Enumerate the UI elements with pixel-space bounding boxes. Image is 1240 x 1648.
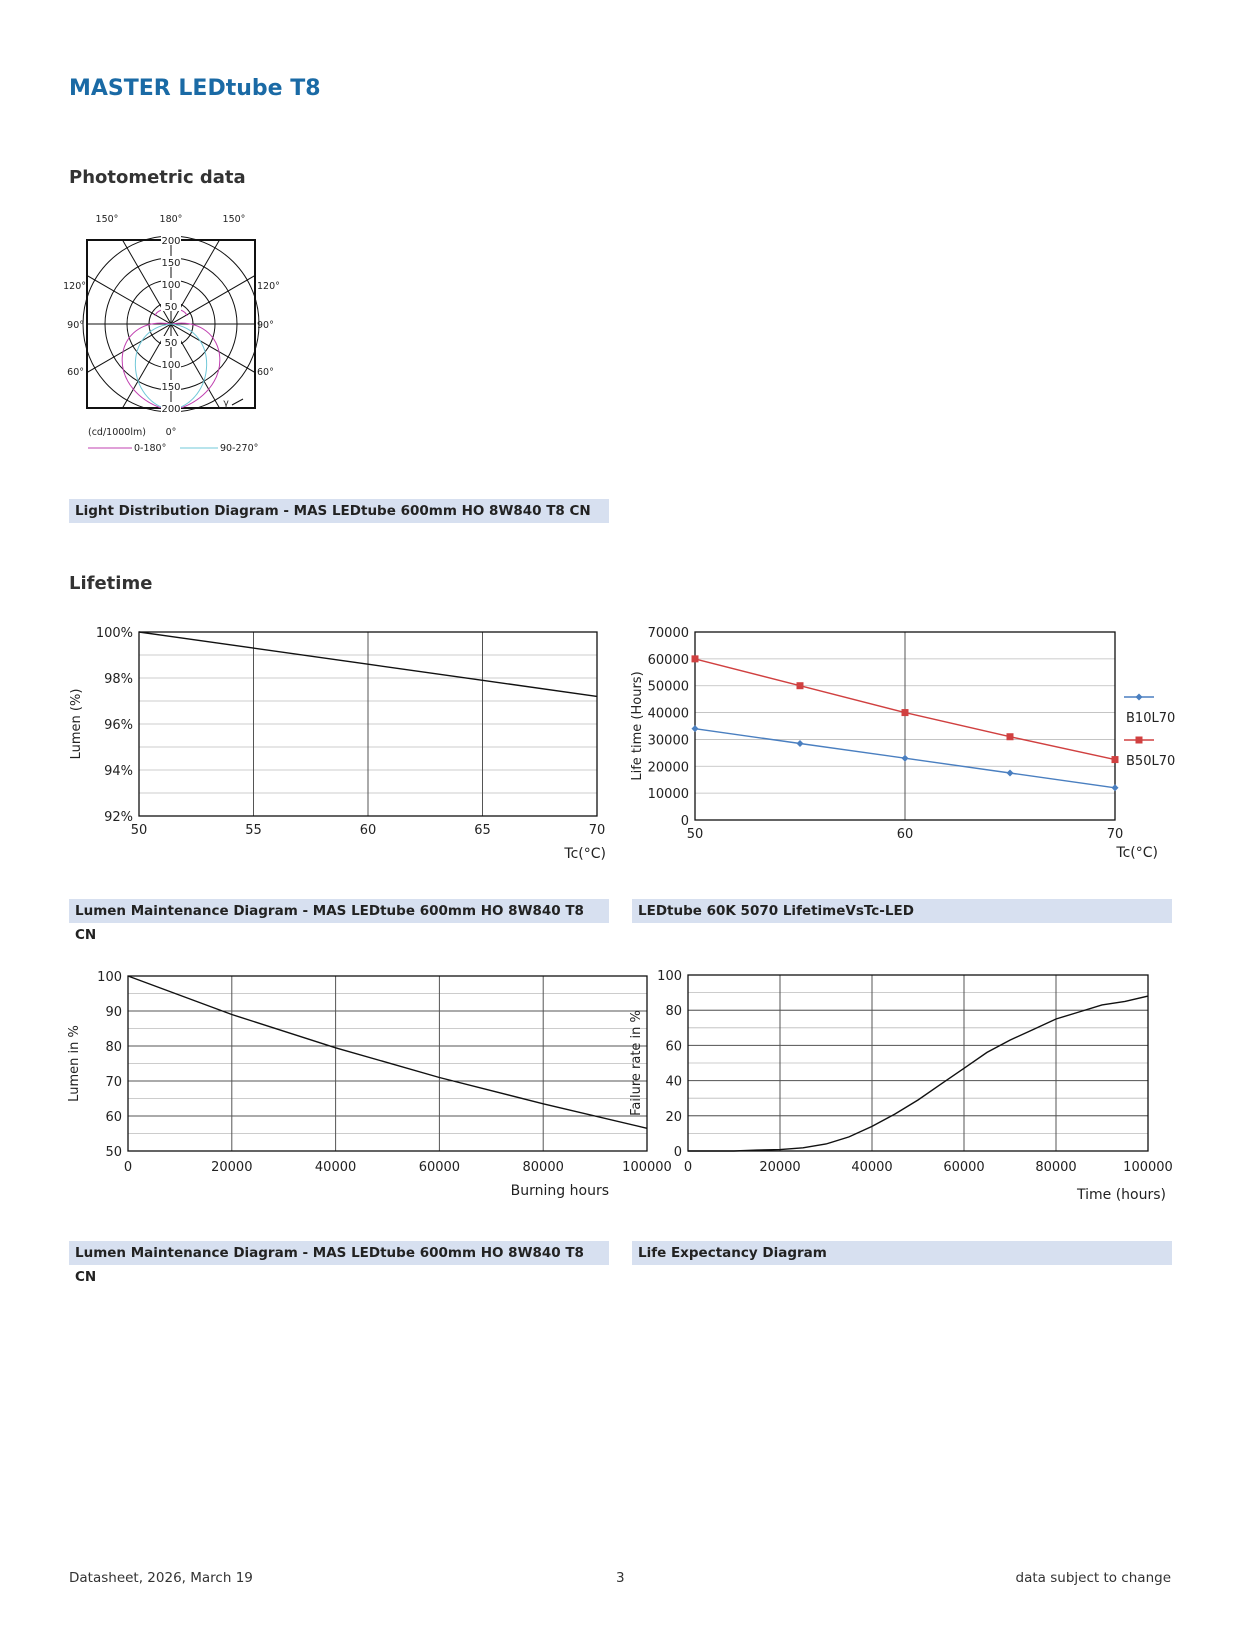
y-tick-label: 40 — [665, 1074, 682, 1090]
x-tick-label: 80000 — [1035, 1160, 1077, 1175]
light-distribution-diagram — [60, 212, 300, 477]
y-tick-label: 20 — [665, 1109, 682, 1125]
y-tick-label: 40000 — [647, 706, 689, 722]
lumen-vs-tc-chart — [60, 618, 620, 868]
x-axis-label: Tc(°C) — [564, 846, 606, 862]
x-tick-label: 20000 — [211, 1160, 253, 1175]
series-line-0 — [688, 996, 1148, 1151]
y-tick-label: 98% — [104, 672, 133, 687]
y-tick-label: 0 — [680, 814, 689, 829]
y-tick-label: 20000 — [647, 760, 689, 776]
polar-radial-label: 50 — [164, 302, 178, 313]
legend-label-90-270: 90-270° — [220, 443, 259, 454]
x-tick-label: 100000 — [622, 1160, 672, 1175]
y-axis-label: Lumen in % — [67, 1025, 82, 1102]
series-line-0 — [128, 976, 647, 1128]
legend-marker-b50l70 — [1136, 737, 1143, 744]
gamma-label: γ — [223, 398, 229, 409]
x-tick-label: 50 — [130, 823, 148, 838]
x-tick-label: 60000 — [943, 1160, 985, 1175]
data-point-b10l70 — [1112, 784, 1119, 791]
lumen-vs-hours-caption: Lumen Maintenance Diagram - MAS LEDtube 600mm HO 8W840 T8 CN — [69, 1241, 609, 1265]
y-tick-label: 80 — [665, 1004, 682, 1020]
section-title-photometric: Photometric data — [69, 167, 246, 188]
polar-radial-label: 200 — [161, 404, 181, 415]
data-point-b10l70 — [692, 725, 699, 732]
x-tick-label: 55 — [245, 823, 262, 838]
legend-marker-b10l70 — [1136, 694, 1143, 701]
x-tick-label: 70 — [1106, 827, 1124, 842]
polar-radial-label: 150 — [161, 382, 181, 393]
legend-label-b10l70: B10L70 — [1126, 711, 1176, 726]
angle-label-60-right: 60° — [257, 367, 274, 378]
x-tick-label: 60000 — [418, 1160, 461, 1175]
polar-unit-label: (cd/1000lm) — [88, 427, 146, 438]
polar-radial-label: 200 — [161, 236, 181, 247]
y-tick-label: 50000 — [647, 679, 689, 695]
footer-notice: data subject to change — [1015, 1570, 1171, 1586]
x-tick-label: 40000 — [851, 1160, 893, 1175]
angle-label-0: 0° — [165, 427, 177, 438]
y-tick-label: 100 — [97, 970, 122, 985]
y-tick-label: 100 — [657, 969, 682, 984]
polar-radial-label: 100 — [161, 280, 181, 291]
lifetime-vs-tc-caption: LEDtube 60K 5070 LifetimeVsTc-LED — [632, 899, 1172, 923]
x-axis-label: Time (hours) — [1077, 1187, 1166, 1203]
lifetime-vs-tc-chart — [625, 618, 1180, 868]
x-axis-label: Tc(°C) — [1116, 845, 1158, 861]
x-tick-label: 60 — [896, 827, 914, 842]
y-tick-label: 70 — [105, 1075, 122, 1090]
x-tick-label: 65 — [474, 823, 491, 838]
legend-label-b50l70: B50L70 — [1126, 754, 1176, 769]
x-tick-label: 40000 — [314, 1160, 357, 1175]
y-tick-label: 70000 — [647, 626, 689, 641]
y-tick-label: 92% — [104, 810, 133, 825]
x-tick-label: 80000 — [522, 1160, 564, 1175]
data-point-b50l70 — [902, 709, 909, 716]
data-point-b50l70 — [692, 655, 699, 662]
y-tick-label: 80 — [105, 1040, 122, 1055]
data-point-b50l70 — [1007, 733, 1014, 740]
y-tick-label: 60 — [105, 1110, 122, 1125]
polar-radial-label: 150 — [161, 258, 181, 269]
page-title: MASTER LEDtube T8 — [69, 76, 321, 101]
data-point-b50l70 — [1112, 756, 1119, 763]
data-point-b10l70 — [797, 740, 804, 747]
section-title-lifetime: Lifetime — [69, 573, 153, 594]
y-tick-label: 96% — [104, 718, 133, 733]
x-tick-label: 50 — [686, 827, 704, 842]
angle-label-120-left: 120° — [63, 281, 86, 292]
x-tick-label: 100000 — [1123, 1160, 1173, 1175]
x-tick-label: 0 — [683, 1160, 693, 1175]
polar-radial-label: 100 — [161, 360, 181, 371]
y-tick-label: 10000 — [647, 787, 689, 803]
footer-date: Datasheet, 2026, March 19 — [69, 1570, 253, 1586]
lumen-vs-tc-caption: Lumen Maintenance Diagram - MAS LEDtube 600mm HO 8W840 T8 CN — [69, 899, 609, 923]
y-tick-label: 30000 — [647, 733, 689, 749]
footer-page-number: 3 — [616, 1570, 625, 1586]
angle-label-120-right: 120° — [257, 281, 280, 292]
y-tick-label: 94% — [104, 764, 133, 779]
y-axis-label: Life time (Hours) — [630, 671, 645, 781]
legend-label-0-180: 0-180° — [134, 443, 167, 454]
angle-label-90-left: 90° — [67, 320, 84, 331]
x-tick-label: 70 — [588, 823, 606, 838]
angle-label-150-left: 150° — [95, 214, 119, 225]
y-axis-label: Lumen (%) — [69, 688, 84, 760]
y-tick-label: 50 — [105, 1145, 122, 1160]
y-tick-label: 60 — [665, 1039, 682, 1055]
x-tick-label: 0 — [123, 1160, 133, 1175]
failure-rate-chart — [625, 960, 1180, 1210]
gamma-arrow — [232, 399, 243, 405]
data-point-b50l70 — [797, 682, 804, 689]
x-axis-label: Burning hours — [510, 1183, 609, 1199]
y-tick-label: 100% — [95, 626, 133, 641]
polar-radial-label: 50 — [164, 338, 178, 349]
data-point-b10l70 — [1007, 770, 1014, 777]
data-point-b10l70 — [902, 755, 909, 762]
angle-label-150-right: 150° — [222, 214, 246, 225]
y-tick-label: 0 — [673, 1145, 682, 1160]
y-tick-label: 60000 — [647, 652, 689, 668]
y-axis-label: Failure rate in % — [629, 1010, 644, 1116]
angle-label-60-left: 60° — [67, 367, 84, 378]
light-distribution-caption: Light Distribution Diagram - MAS LEDtube 600mm HO 8W840 T8 CN — [69, 499, 609, 523]
angle-label-90-right: 90° — [257, 320, 274, 331]
y-tick-label: 90 — [105, 1005, 122, 1020]
x-tick-label: 20000 — [759, 1160, 801, 1175]
life-expectancy-caption: Life Expectancy Diagram — [632, 1241, 1172, 1265]
angle-label-180: 180° — [159, 214, 183, 225]
x-tick-label: 60 — [359, 823, 377, 838]
